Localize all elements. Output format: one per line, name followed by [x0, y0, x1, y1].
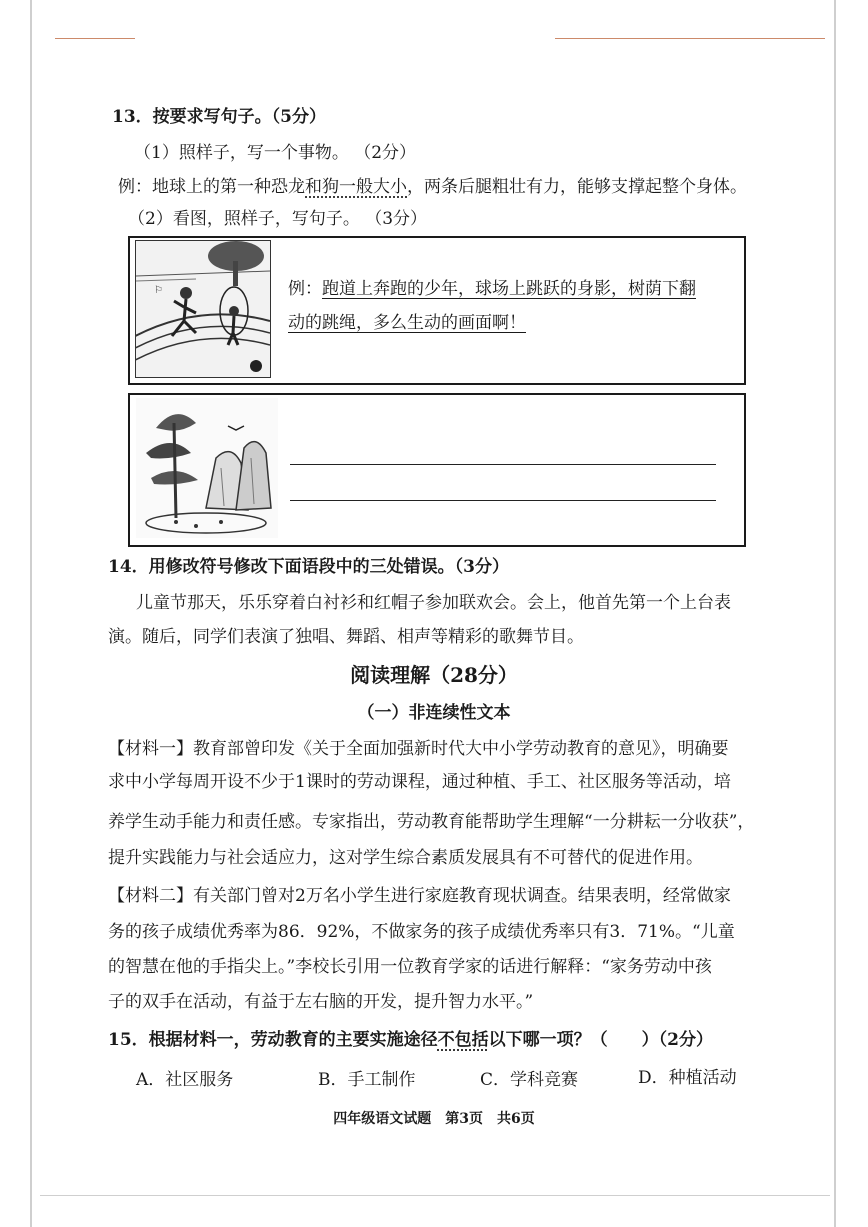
q13-part2: （2）看图，照样子，写句子。 （3分） — [128, 209, 428, 229]
q13-example1 — [118, 176, 747, 198]
q14-passage-line1: 儿童节那天，乐乐穿着白衬衫和红帽子参加联欢会。会上，他首先第一个上台表 — [136, 593, 731, 613]
material1-line4: 提升实践能力与社会适应力，这对学生综合素质发展具有不可替代的促进作用。 — [108, 848, 703, 868]
material2-line2: 务的孩子成绩优秀率为86．92%，不做家务的孩子成绩优秀率只有3．71%。“儿童 — [108, 922, 735, 942]
q15-suffix: 以下哪一项？（ ）（2分） — [488, 1030, 713, 1050]
q14-passage-line2: 演。随后，同学们表演了独唱、舞蹈、相声等精彩的歌舞节目。 — [108, 627, 584, 647]
q13-example1-prefix: 例：地球上的第一种恐龙 — [118, 177, 305, 197]
q14-title: 14．用修改符号修改下面语段中的三处错误。（3分） — [108, 557, 509, 577]
answer-line-2[interactable] — [290, 500, 716, 501]
q15-question — [108, 1029, 713, 1051]
sports-track-illustration — [135, 240, 271, 378]
q15-dotted: 不包括 — [437, 1030, 489, 1050]
q13-example2-line1: 跑道上奔跑的少年，球场上跳跃的身影，树荫下翻 — [322, 279, 696, 299]
right-page-edge — [834, 0, 836, 1227]
q13-example2-prefix: 例： — [288, 279, 322, 299]
reading-heading: 阅读理解（28分） — [350, 663, 518, 687]
material2-line1: 【材料二】有关部门曾对2万名小学生进行家庭教育现状调查。结果表明，经常做家 — [108, 886, 731, 906]
q15-option-b[interactable]: B．手工制作 — [318, 1070, 416, 1090]
svg-text:⚐: ⚐ — [154, 285, 163, 296]
q13-example1-dotted: 和狗一般大小 — [305, 177, 407, 197]
answer-line-1[interactable] — [290, 464, 716, 465]
left-page-edge — [30, 0, 32, 1227]
page-footer: 四年级语文试题 第3页 共6页 — [333, 1111, 535, 1127]
reading-subheading: （一）非连续性文本 — [357, 703, 511, 723]
material1-line2: 求中小学每周开设不少于1课时的劳动课程，通过种植、手工、社区服务等活动，培 — [108, 772, 731, 792]
bottom-rule — [40, 1195, 830, 1196]
material2-line4: 子的双手在活动，有益于左右脑的开发，提升智力水平。” — [108, 992, 534, 1012]
q15-option-d[interactable]: D．种植活动 — [638, 1068, 737, 1088]
top-rule-left — [55, 38, 135, 39]
landscape-illustration — [136, 398, 278, 538]
material2-line3: 的智慧在他的手指尖上。”李校长引用一位教育学家的话进行解释：“家务劳动中孩 — [108, 957, 712, 977]
top-rule-right — [555, 38, 825, 39]
q13-part1: （1）照样子，写一个事物。 （2分） — [134, 143, 417, 163]
q15-option-a[interactable]: A．社区服务 — [136, 1070, 234, 1090]
q13-example1-suffix: ，两条后腿粗壮有力，能够支撑起整个身体。 — [407, 177, 747, 197]
material1-line3: 养学生动手能力和责任感。专家指出，劳动教育能帮助学生理解“一分耕耘一分收获”， — [108, 812, 755, 832]
q15-prefix: 15．根据材料一，劳动教育的主要实施途径 — [108, 1030, 438, 1050]
material1-line1: 【材料一】教育部曾印发《关于全面加强新时代大中小学劳动教育的意见》，明确要 — [108, 739, 729, 759]
q13-example2 — [288, 272, 696, 340]
q13-title: 13．按要求写句子。（5分） — [112, 107, 326, 127]
q13-example2-line2: 动的跳绳，多么生动的画面啊！ — [288, 313, 526, 333]
q15-option-c[interactable]: C．学科竞赛 — [480, 1070, 579, 1090]
